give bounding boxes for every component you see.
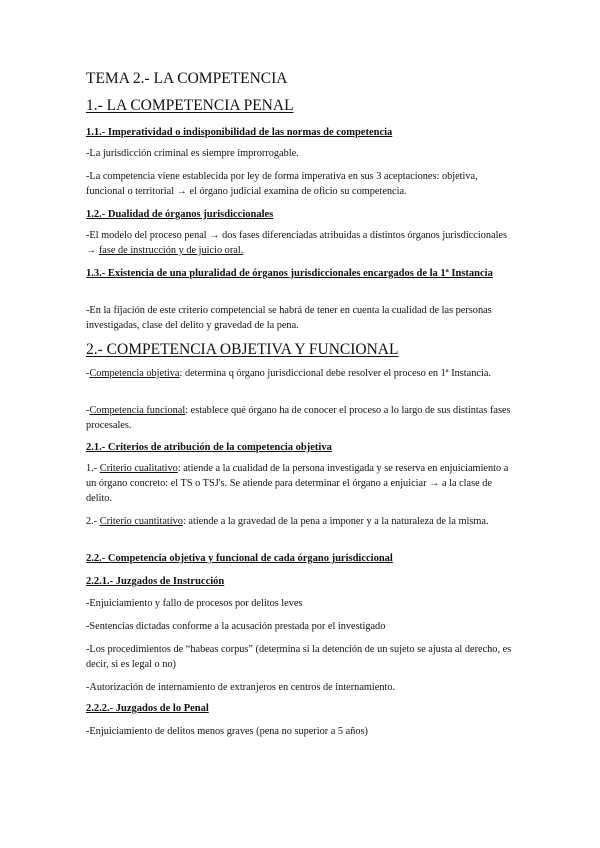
paragraph: -La jurisdicción criminal es siempre improrrogable. [86, 148, 299, 159]
section-1-3-heading: 1.3.- Existencia de una pluralidad de órganos jurisdiccionales encargados de la 1ª Instancia [86, 268, 493, 279]
paragraph-text: 1.- [86, 463, 100, 474]
section-2-2-1-heading: 2.2.1.- Juzgados de Instrucción [86, 576, 225, 587]
paragraph-text: : atiende a la gravedad de la pena a imponer y a la naturaleza de la misma. [182, 516, 489, 527]
paragraph-text: : atiende a la cualidad de la persona investigada y se reserva en enjuiciamiento a un órgano concreto: el TS o TSJ's. Se atiende para determinar el órgano a enjuiciar → a la clase de delito. [86, 463, 509, 504]
paragraph: -La competencia viene establecida por ley de forma imperativa en sus 3 aceptaciones: objetiva, funcional o territorial → el órgano judicial examina de oficio su competencia. [86, 171, 478, 197]
paragraph [86, 461, 512, 506]
paragraph [86, 228, 512, 258]
section-1-1-heading: 1.1.- Imperatividad o indisponibilidad de las normas de competencia [86, 127, 393, 138]
section-2-heading: 2.- COMPETENCIA OBJETIVA Y FUNCIONAL [86, 341, 399, 358]
paragraph: -Enjuiciamiento de delitos menos graves (pena no superior a 5 años) [86, 726, 368, 737]
underlined-text: fase de instrucción y de juicio oral. [98, 245, 244, 256]
section-2-2-2-heading: 2.2.2.- Juzgados de lo Penal [86, 703, 209, 714]
paragraph [86, 366, 512, 381]
section-1-2-heading: 1.2.- Dualidad de órganos jurisdiccionales [86, 209, 274, 220]
paragraph-text: 2.- [86, 516, 100, 527]
paragraph: -En la fijación de este criterio competencial se habrá de tener en cuenta la cualidad de las personas investigadas, clase del delito y gravedad de la pena. [86, 305, 492, 331]
paragraph-text: : determina q órgano jurisdiccional debe resolver el proceso en 1ª Instancia. [179, 368, 491, 379]
paragraph: -Sentencias dictadas conforme a la acusación prestada por el investigado [86, 621, 386, 632]
paragraph-text: - [86, 405, 90, 416]
document-title: TEMA 2.- LA COMPETENCIA [86, 70, 288, 87]
term-criterio-cuantitativo: Criterio cuantitativo [99, 516, 183, 527]
paragraph [86, 403, 512, 433]
term-competencia-objetiva: Competencia objetiva [89, 368, 180, 379]
paragraph: -Enjuiciamiento y fallo de procesos por delitos leves [86, 598, 303, 609]
paragraph: -Los procedimientos de “habeas corpus” (determina si la detención de un sujeto se ajusta al derecho, es decir, si es legal o no) [86, 644, 512, 670]
section-1-heading: 1.- LA COMPETENCIA PENAL [86, 97, 294, 114]
section-2-1-heading: 2.1.- Criterios de atribución de la competencia objetiva [86, 442, 332, 453]
paragraph: -Autorización de internamiento de extranjeros en centros de internamiento. [86, 682, 396, 693]
term-competencia-funcional: Competencia funcional [89, 405, 186, 416]
paragraph-text: : establece qué órgano ha de conocer el proceso a lo largo de sus distintas fases procesales. [86, 405, 511, 431]
section-2-2-heading: 2.2.- Competencia objetiva y funcional de cada órgano jurisdiccional [86, 553, 393, 564]
paragraph [86, 514, 512, 529]
paragraph-text: - [86, 368, 90, 379]
term-criterio-cualitativo: Criterio cualitativo [99, 463, 178, 474]
paragraph-text: -El modelo del proceso penal → dos fases diferenciadas atribuidas a distintos órganos jurisdiccionales → [86, 230, 508, 256]
